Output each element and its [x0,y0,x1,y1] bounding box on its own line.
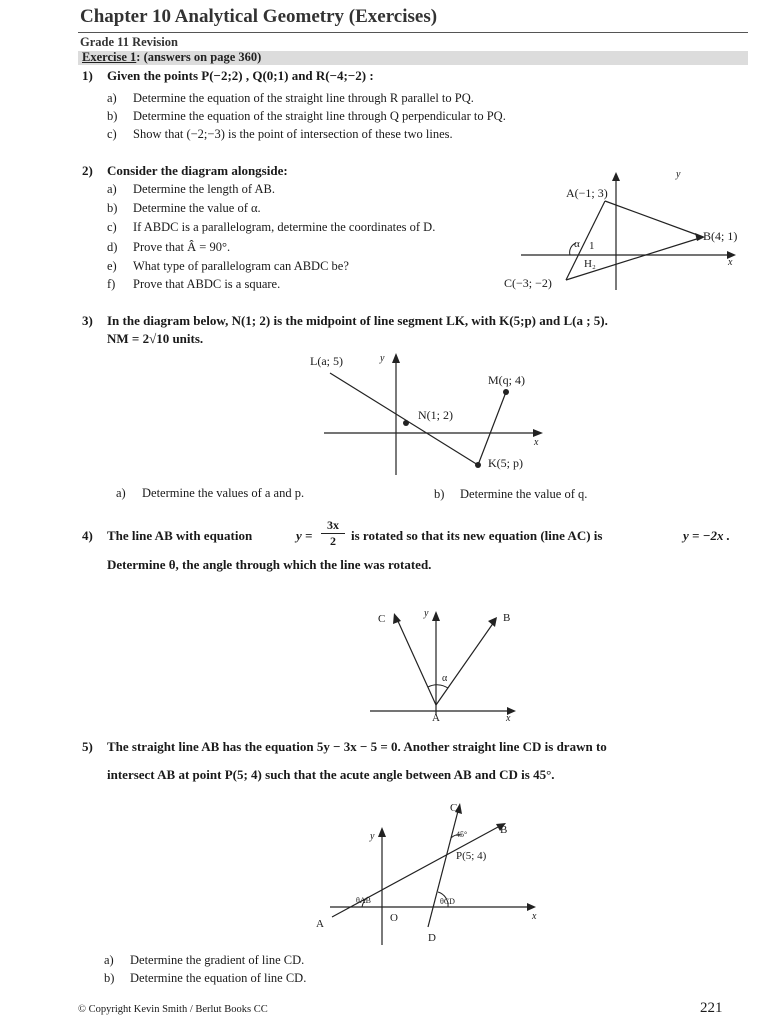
q3-diagram [300,345,560,475]
q5-x-arrow [527,903,536,911]
q2-line-AB [605,201,703,237]
q3-M-label: M(q; 4) [488,373,525,387]
q4-C-label: C [378,613,386,625]
q5-A-label: A [316,918,324,930]
q3-y-label: y [380,353,385,364]
q4-line-AB [436,622,494,705]
q4-line1-post: is rotated so that its new equation (line AC) is [351,528,603,543]
q4-line-AC [397,619,436,705]
q2-part-e: e) What type of parallelogram can ABDC be? [107,259,349,273]
q4-alpha-label: α [442,673,448,684]
q3-line-LK [330,373,478,465]
q4-frac-num: 3x [327,518,339,532]
q4-B-label: B [503,612,511,624]
q2-part-f: f) Prove that ABDC is a square. [107,277,281,291]
q5-number: 5) [82,739,93,754]
q5-part-b: b) Determine the equation of line CD. [104,971,307,985]
footer-copyright: © Copyright Kevin Smith / Berlut Books CC [78,1004,268,1015]
q4-y-label: y [424,608,429,619]
q3-K-label: K(5; p) [488,456,523,470]
grade-label: Grade 11 Revision [80,35,178,49]
q5-45-label: 45° [456,830,468,839]
exercise-label: Exercise 1 [82,50,137,64]
q2-H2-label: H₂ [584,258,596,270]
q2-one-label: 1 [589,240,595,252]
q2-part-c: c) If ABDC is a parallelogram, determine the coordinates of D. [107,220,436,234]
q2-text: Consider the diagram alongside: [107,163,288,178]
q2-A-label: A(−1; 3) [566,186,608,200]
q2-part-b: b) Determine the value of α. [107,201,261,215]
q4-diagram [370,605,530,725]
q5-O-label: O [390,912,398,924]
q5-x-label: x [532,911,537,922]
q4-number: 4) [82,528,93,543]
q3-line2: NM = 2√10 units. [107,331,204,346]
q5-thetaAB-label: θAB [356,896,371,905]
exercise-note: : (answers on page 360) [136,50,262,64]
q3-N-label: N(1; 2) [418,408,453,422]
q3-y-arrow [392,353,400,363]
q5-y-arrow [378,827,386,837]
q4-line2: Determine θ, the angle through which the line was rotated. [107,557,432,572]
q5-line1: The straight line AB has the equation 5y − 3x − 5 = 0. Another straight line CD is drawn to [107,739,607,754]
q5-B-label: B [500,824,508,836]
q5-D-label: D [428,932,436,944]
q5-line2: intersect AB at point P(5; 4) such that the acute angle between AB and CD is 45°. [107,767,555,782]
q2-part-a: a) Determine the length of AB. [107,182,275,196]
q2-y-label: y [676,169,681,180]
q2-x-label: x [728,257,733,268]
q1-part-c: c) Show that (−2;−3) is the point of intersection of these two lines. [107,127,453,141]
q4-x-label: x [506,713,511,724]
q4-y-eq: y = [296,528,313,543]
q2-B-label: B(4; 1) [703,229,738,243]
q4-line1-eq: y = −2x . [683,528,731,543]
q4-arrow-C [393,613,401,624]
q5-diagram [310,795,550,945]
q4-alpha-arc [428,685,448,688]
exercise-heading [82,50,261,65]
q2-alpha-label: α [574,238,580,250]
q3-part-b: b) Determine the value of q. [434,487,588,501]
q2-diagram [500,165,758,295]
q3-number: 3) [82,313,93,328]
q2-y-arrow [612,172,620,181]
q1-text: Given the points P(−2;2) , Q(0;1) and R(−4;−2) : [107,68,374,83]
q5-part-a: a) Determine the gradient of line CD. [104,953,305,967]
q2-number: 2) [82,163,93,178]
page-title: Chapter 10 Analytical Geometry (Exercises) [80,6,438,27]
q4-frac-den: 2 [321,533,345,549]
title-rule [78,32,748,33]
q1-number: 1) [82,68,93,83]
q1-part-b: b) Determine the equation of the straight line through Q perpendicular to PQ. [107,109,506,123]
q5-P-label: P(5; 4) [456,850,487,862]
q4-arrow-B [488,617,497,627]
q4-y-arrow [432,611,440,621]
q3-line-KM [478,392,506,465]
q3-x-arrow [533,429,543,437]
q5-C-label: C [450,802,458,814]
q1-part-a: a) Determine the equation of the straight line through R parallel to PQ. [107,91,474,105]
q2-part-d: d) Prove that Â = 90°. [107,240,231,254]
q3-L-label: L(a; 5) [310,354,343,368]
q3-part-a: a) Determine the values of a and p. [116,486,305,500]
q4-line1-pre: The line AB with equation [107,528,253,543]
q5-line-CD [428,811,458,927]
page-number: 221 [700,1000,723,1016]
q5-thetaCD-label: θCD [440,897,455,906]
q4-fraction [321,518,345,549]
q2-C-label: C(−3; −2) [504,276,552,290]
q3-line1: In the diagram below, N(1; 2) is the midpoint of line segment LK, with K(5;p) and L(a ; 5). [107,313,608,328]
q5-y-label: y [370,831,375,842]
q3-x-label: x [534,437,539,448]
q4-A-label: A [432,712,440,724]
q3-point-K [475,462,481,468]
q3-point-N [403,420,409,426]
q3-point-M [503,389,509,395]
